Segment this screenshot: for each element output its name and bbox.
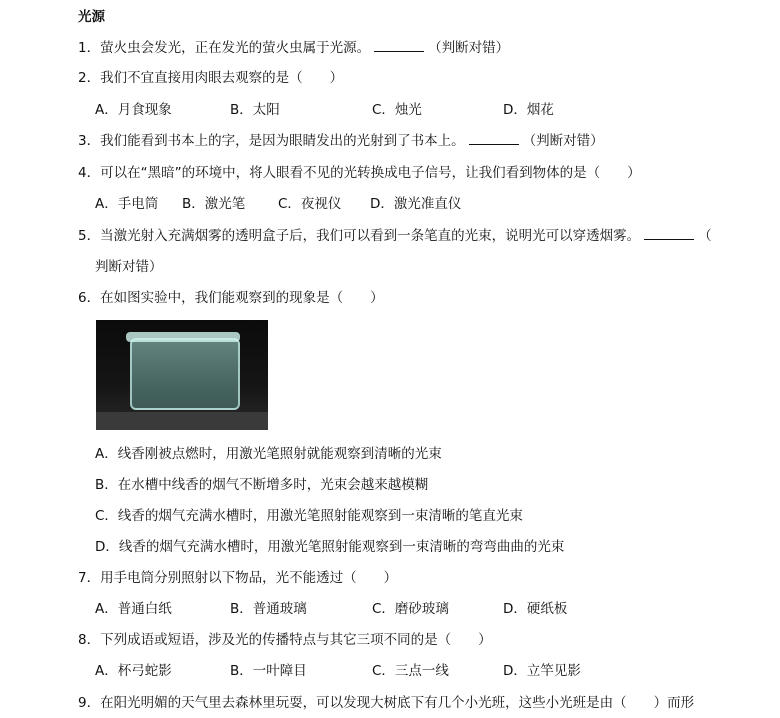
q-text: 在阳光明媚的天气里去森林里玩耍，可以发现大树底下有几个小光班，这些小光班是由（ ）而形 <box>100 695 695 711</box>
section-title: 光源 <box>78 9 105 25</box>
q-suffix: （判断对错） <box>428 40 510 56</box>
q-text: 当激光射入充满烟雾的透明盒子后，我们可以看到一条笔直的光束，说明光可以穿透烟雾。 <box>100 228 641 244</box>
question-8 <box>78 631 492 649</box>
option[interactable]: A．线香刚被点燃时，用激光笔照射就能观察到清晰的光束 <box>95 446 442 462</box>
option[interactable]: B．普通玻璃 <box>230 601 307 617</box>
question-3 <box>78 132 604 150</box>
answer-blank[interactable] <box>374 39 424 52</box>
q-text: 可以在“黑暗”的环境中，将人眼看不见的光转换成电子信号，让我们看到物体的是（ ） <box>100 165 641 181</box>
question-9 <box>78 694 694 712</box>
experiment-photo <box>96 320 268 430</box>
option[interactable]: A．月食现象 <box>95 102 172 118</box>
q-num: 9． <box>78 695 101 711</box>
q-num: 3． <box>78 133 101 149</box>
q-num: 2． <box>78 70 101 86</box>
answer-blank[interactable] <box>644 227 694 240</box>
option[interactable]: B．太阳 <box>230 102 280 118</box>
question-5-continued: 判断对错） <box>95 259 163 275</box>
q-suffix: （判断对错） <box>522 133 604 149</box>
question-1 <box>78 39 509 57</box>
option[interactable]: C．磨砂玻璃 <box>372 601 449 617</box>
question-2 <box>78 69 343 87</box>
option[interactable]: B．一叶障目 <box>230 663 307 679</box>
option[interactable]: C．夜视仪 <box>278 196 342 212</box>
question-6 <box>78 289 384 307</box>
option[interactable]: D．硬纸板 <box>503 601 568 617</box>
option[interactable]: C．线香的烟气充满水槽时，用激光笔照射能观察到一束清晰的笔直光束 <box>95 508 523 524</box>
option[interactable]: C．三点一线 <box>372 663 449 679</box>
q-text: 我们能看到书本上的字，是因为眼睛发出的光射到了书本上。 <box>100 133 465 149</box>
q-suffix: （ <box>698 228 712 244</box>
option[interactable]: C．烛光 <box>372 102 422 118</box>
option[interactable]: A．手电筒 <box>95 196 159 212</box>
q-num: 6． <box>78 290 101 306</box>
option[interactable]: D．烟花 <box>503 102 554 118</box>
option[interactable]: D．立竿见影 <box>503 663 581 679</box>
q-text: 我们不宜直接用肉眼去观察的是（ ） <box>100 70 344 86</box>
q-num: 8． <box>78 632 101 648</box>
q-num: 4． <box>78 165 101 181</box>
q-text: 萤火虫会发光，正在发光的萤火虫属于光源。 <box>100 40 371 56</box>
q-text: 下列成语或短语，涉及光的传播特点与其它三项不同的是（ ） <box>100 632 492 648</box>
option[interactable]: D．线香的烟气充满水槽时，用激光笔照射能观察到一束清晰的弯弯曲曲的光束 <box>95 539 565 555</box>
q-num: 7． <box>78 570 101 586</box>
q-num: 1． <box>78 40 101 56</box>
question-5 <box>78 227 712 245</box>
option[interactable]: B．激光笔 <box>182 196 246 212</box>
question-7 <box>78 569 397 587</box>
option[interactable]: B．在水槽中线香的烟气不断增多时，光束会越来越模糊 <box>95 477 429 493</box>
question-4 <box>78 164 641 182</box>
option[interactable]: A．杯弓蛇影 <box>95 663 172 679</box>
q-text: 用手电筒分别照射以下物品，光不能透过（ ） <box>100 570 398 586</box>
option[interactable]: A．普通白纸 <box>95 601 172 617</box>
answer-blank[interactable] <box>469 132 519 145</box>
option[interactable]: D．激光准直仪 <box>370 196 462 212</box>
q-text: 在如图实验中，我们能观察到的现象是（ ） <box>100 290 384 306</box>
q-num: 5． <box>78 228 101 244</box>
